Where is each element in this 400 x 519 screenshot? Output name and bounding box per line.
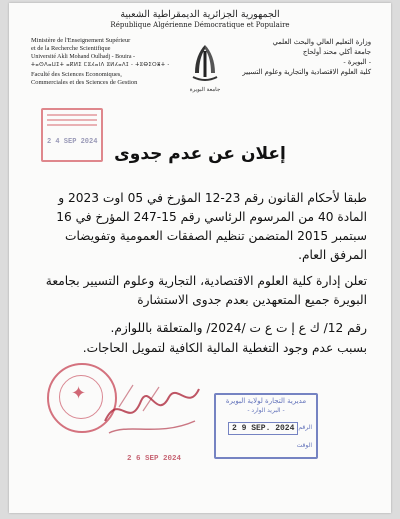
faculty-arabic: كلية العلوم الاقتصادية والتجارية وعلوم التسيير bbox=[242, 68, 371, 76]
commerce-stamp-subtitle: - البريد الوارد - bbox=[247, 407, 285, 414]
paragraph-reason: بسبب عدم وجود التغطية المالية الكافية لتمويل الحاجات. bbox=[82, 341, 367, 355]
commerce-stamp-time-label: الوقت bbox=[296, 442, 312, 449]
paragraph-legal-basis: طبقا لأحكام القانون رقم 23-12 المؤرخ في 05 اوت 2023 و المادة 40 من المرسوم الرئاسي رقم 15-247 المؤرخ في 16 سبتمبر 2015 المتضمن تنظيم الصفقات العمومية وتفويضات المرفق العام. bbox=[56, 191, 367, 262]
letterhead-left bbox=[31, 37, 171, 87]
faculty-french-line2: Commerciales et des Sciences de Gestion bbox=[31, 79, 138, 86]
star-icon: ✦ bbox=[71, 383, 87, 404]
signature bbox=[99, 371, 209, 451]
logo-caption: جامعة البويرة bbox=[189, 87, 221, 93]
university-logo bbox=[185, 43, 225, 91]
commerce-stamp-ref-label: الرقم bbox=[298, 424, 312, 431]
commerce-stamp-title: مديرية التجارة لولاية البويرة bbox=[225, 397, 307, 405]
city-arabic: - البويرة - bbox=[343, 58, 371, 66]
ministry-arabic: وزارة التعليم العالي والبحث العلمي bbox=[272, 38, 371, 46]
reception-stamp-date: 2 4 SEP 2024 bbox=[47, 138, 98, 146]
commerce-directorate-stamp bbox=[214, 393, 318, 459]
republic-french: République Algérienne Démocratique et Populaire bbox=[110, 21, 290, 29]
university-tifinagh: ⵜⴰⵙⴷⴰⵡⵉⵜ ⴰⴽⵍⵉ ⵎⵓⵃⴰⵏⴷ ⵓⵍⵃⴰⴷⵊ - ⵜⵓⴱⵉⵔⴻⵜ - bbox=[31, 62, 170, 68]
paragraph-announcement: تعلن إدارة كلية العلوم الاقتصادية، التجارية وعلوم التسيير بجامعة البويرة جميع المتعهدين بعدم جدوى الاستشارة bbox=[45, 274, 367, 307]
faculty-french-line1: Faculté des Sciences Economiques, bbox=[31, 71, 122, 78]
commerce-stamp-date: 2 9 SEP. 2024 bbox=[228, 422, 298, 435]
ministry-french-line2: et de la Recherche Scientifique bbox=[31, 45, 111, 52]
university-french: Université Akli Mohand Oulhadj - Bouira - bbox=[31, 54, 135, 60]
ministry-french-line1: Ministère de l'Enseignement Supérieur bbox=[31, 37, 131, 44]
university-arabic: جامعة أكلي محند أولحاج bbox=[302, 48, 371, 56]
document-body bbox=[31, 189, 367, 358]
paragraph-consultation-number: رقم 12/ ك ع إ ت ع ت /2024/ والمتعلقة باللوازم. bbox=[110, 321, 367, 335]
letterhead-right bbox=[221, 37, 371, 77]
seal-date: 2 6 SEP 2024 bbox=[127, 455, 182, 463]
republic-arabic: الجمهورية الجزائرية الديمقراطية الشعبية bbox=[120, 9, 280, 20]
document-title: إعلان عن عدم جدوى bbox=[114, 144, 286, 164]
document-page bbox=[9, 3, 391, 513]
